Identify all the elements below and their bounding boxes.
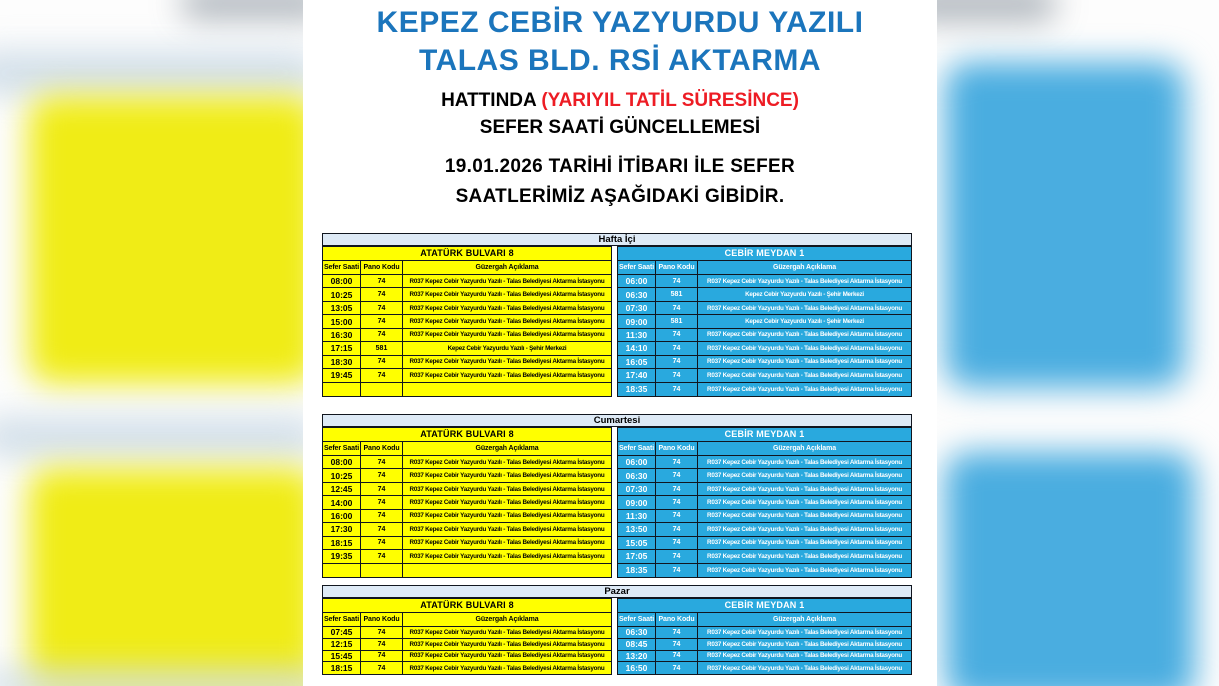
cell-time: 10:25 — [323, 288, 361, 300]
cell-pano: 74 — [361, 496, 403, 508]
cell-route: Kepez Cebir Yazyurdu Yazılı - Şehir Merkezi — [745, 318, 864, 326]
timetable-left — [322, 246, 612, 397]
page-title-line2: TALAS BLD. RSİ AKTARMA — [418, 44, 822, 77]
cell-pano: 74 — [361, 639, 403, 650]
cell-pano: 74 — [656, 523, 698, 535]
cell-time: 06:30 — [618, 469, 656, 481]
cell-route: R037 Kepez Cebir Yazyurdu Yazılı - Talas Belediyesi Aktarma İstasyonu — [707, 552, 902, 560]
column-header: Güzergah Açıklama — [475, 616, 539, 623]
cell-time: 16:30 — [323, 329, 361, 341]
cell-pano: 74 — [361, 275, 403, 287]
cell-time — [323, 383, 361, 396]
table-row — [323, 456, 611, 469]
cell-route: R037 Kepez Cebir Yazyurdu Yazılı - Talas Belediyesi Aktarma İstasyonu — [707, 358, 902, 366]
cell-route: R037 Kepez Cebir Yazyurdu Yazılı - Talas Belediyesi Aktarma İstasyonu — [707, 371, 902, 379]
cell-route: R037 Kepez Cebir Yazyurdu Yazılı - Talas Belediyesi Aktarma İstasyonu — [409, 652, 605, 660]
column-headers — [618, 261, 911, 275]
table-row — [323, 369, 611, 382]
table-row — [323, 550, 611, 563]
cell-route: R037 Kepez Cebir Yazyurdu Yazılı - Talas Belediyesi Aktarma İstasyonu — [707, 344, 902, 352]
column-header: Pano Kodu — [656, 442, 698, 455]
cell-pano: 74 — [656, 342, 698, 354]
table-row — [323, 651, 611, 663]
day-band: Hafta İçi — [322, 233, 912, 246]
cell-time: 09:00 — [618, 496, 656, 508]
cell-pano: 74 — [361, 651, 403, 662]
cell-time: 07:30 — [618, 302, 656, 314]
background-blob — [937, 0, 1057, 22]
column-headers — [323, 613, 611, 627]
cell-route: R037 Kepez Cebir Yazyurdu Yazılı - Talas Belediyesi Aktarma İstasyonu — [409, 512, 605, 520]
stop-title: ATATÜRK BULVARI 8 — [323, 599, 611, 613]
table-row — [618, 550, 911, 563]
cell-time: 19:35 — [323, 550, 361, 562]
background-blob — [28, 96, 303, 384]
table-row — [323, 639, 611, 651]
cell-time: 15:00 — [323, 315, 361, 327]
cell-route: R037 Kepez Cebir Yazyurdu Yazılı - Talas Belediyesi Aktarma İstasyonu — [409, 277, 605, 285]
tables-row — [322, 246, 912, 397]
cell-pano: 74 — [656, 564, 698, 577]
stop-title: ATATÜRK BULVARI 8 — [323, 247, 611, 261]
table-row — [618, 302, 911, 315]
background-blob — [945, 62, 1185, 388]
table-row — [618, 469, 911, 482]
table-row — [323, 627, 611, 639]
table-row — [323, 315, 611, 328]
cell-time: 06:30 — [618, 288, 656, 300]
background-blur-left — [0, 0, 303, 686]
cell-route — [403, 564, 611, 577]
cell-pano: 74 — [656, 302, 698, 314]
cell-pano — [361, 564, 403, 577]
column-headers — [323, 442, 611, 456]
cell-time: 12:15 — [323, 639, 361, 650]
cell-route: R037 Kepez Cebir Yazyurdu Yazılı - Talas Belediyesi Aktarma İstasyonu — [707, 304, 902, 312]
column-headers — [618, 613, 911, 627]
cell-pano: 74 — [656, 356, 698, 368]
table-row — [618, 662, 911, 674]
cell-route: R037 Kepez Cebir Yazyurdu Yazılı - Talas Belediyesi Aktarma İstasyonu — [409, 472, 605, 480]
timetable-right — [617, 598, 912, 675]
cell-pano: 74 — [361, 315, 403, 327]
background-blob — [0, 416, 303, 458]
cell-route: R037 Kepez Cebir Yazyurdu Yazılı - Talas Belediyesi Aktarma İstasyonu — [707, 499, 902, 507]
table-row — [323, 510, 611, 523]
table-row — [323, 483, 611, 496]
table-row — [618, 342, 911, 355]
cell-time: 18:30 — [323, 356, 361, 368]
cell-route: R037 Kepez Cebir Yazyurdu Yazılı - Talas Belediyesi Aktarma İstasyonu — [707, 512, 902, 520]
table-row — [323, 662, 611, 674]
table-row — [323, 496, 611, 509]
table-row — [618, 356, 911, 369]
cell-pano: 74 — [361, 537, 403, 549]
cell-route: R037 Kepez Cebir Yazyurdu Yazılı - Talas Belediyesi Aktarma İstasyonu — [409, 525, 605, 533]
cell-route: R037 Kepez Cebir Yazyurdu Yazılı - Talas Belediyesi Aktarma İstasyonu — [409, 304, 605, 312]
cell-time — [323, 564, 361, 577]
cell-time: 08:00 — [323, 275, 361, 287]
cell-pano: 74 — [656, 456, 698, 468]
cell-route: R037 Kepez Cebir Yazyurdu Yazılı - Talas Belediyesi Aktarma İstasyonu — [409, 499, 605, 507]
cell-route — [403, 383, 611, 396]
cell-time: 17:30 — [323, 523, 361, 535]
cell-pano: 581 — [361, 342, 403, 354]
background-blob — [0, 670, 303, 686]
cell-pano: 74 — [656, 369, 698, 381]
cell-route: R037 Kepez Cebir Yazyurdu Yazılı - Talas Belediyesi Aktarma İstasyonu — [707, 652, 902, 660]
cell-time: 12:45 — [323, 483, 361, 495]
schedule-section-3 — [322, 585, 912, 675]
day-band: Cumartesi — [322, 414, 912, 427]
column-header: Sefer Saati — [618, 261, 656, 274]
cell-time: 07:45 — [323, 627, 361, 638]
cell-route: R037 Kepez Cebir Yazyurdu Yazılı - Talas Belediyesi Aktarma İstasyonu — [409, 291, 605, 299]
background-blob — [180, 0, 303, 20]
cell-time: 13:20 — [618, 651, 656, 662]
cell-pano: 74 — [361, 550, 403, 562]
date-line1: 19.01.2026 TARİHİ İTİBARI İLE SEFER — [444, 156, 796, 177]
table-row — [323, 342, 611, 355]
cell-pano: 74 — [656, 627, 698, 638]
cell-time: 18:15 — [323, 662, 361, 674]
cell-pano: 74 — [656, 496, 698, 508]
cell-route: R037 Kepez Cebir Yazyurdu Yazılı - Talas Belediyesi Aktarma İstasyonu — [707, 331, 902, 339]
cell-time: 15:45 — [323, 651, 361, 662]
cell-route: R037 Kepez Cebir Yazyurdu Yazılı - Talas Belediyesi Aktarma İstasyonu — [409, 331, 605, 339]
tables-row — [322, 427, 912, 578]
column-header: Pano Kodu — [361, 442, 403, 455]
cell-route: R037 Kepez Cebir Yazyurdu Yazılı - Talas Belediyesi Aktarma İstasyonu — [409, 552, 605, 560]
subtitle-line2: SEFER SAATİ GÜNCELLEMESİ — [479, 117, 761, 138]
column-header: Sefer Saati — [323, 261, 361, 274]
stop-title: CEBİR MEYDAN 1 — [618, 599, 911, 613]
table-row — [618, 510, 911, 523]
cell-route: R037 Kepez Cebir Yazyurdu Yazılı - Talas Belediyesi Aktarma İstasyonu — [707, 664, 902, 672]
subtitle-line1 — [303, 90, 937, 112]
table-row — [618, 639, 911, 651]
cell-route: R037 Kepez Cebir Yazyurdu Yazılı - Talas Belediyesi Aktarma İstasyonu — [409, 358, 605, 366]
column-header: Güzergah Açıklama — [772, 616, 836, 623]
column-header: Sefer Saati — [323, 442, 361, 455]
cell-pano: 74 — [361, 288, 403, 300]
cell-route: R037 Kepez Cebir Yazyurdu Yazılı - Talas Belediyesi Aktarma İstasyonu — [409, 539, 605, 547]
cell-route: R037 Kepez Cebir Yazyurdu Yazılı - Talas Belediyesi Aktarma İstasyonu — [409, 664, 605, 672]
cell-route: R037 Kepez Cebir Yazyurdu Yazılı - Talas Belediyesi Aktarma İstasyonu — [409, 628, 605, 636]
column-header: Sefer Saati — [618, 442, 656, 455]
cell-pano: 74 — [656, 651, 698, 662]
cell-route: R037 Kepez Cebir Yazyurdu Yazılı - Talas Belediyesi Aktarma İstasyonu — [707, 277, 902, 285]
stop-title: CEBİR MEYDAN 1 — [618, 428, 911, 442]
stop-title: ATATÜRK BULVARI 8 — [323, 428, 611, 442]
column-header: Pano Kodu — [656, 613, 698, 626]
column-header: Güzergah Açıklama — [772, 445, 836, 452]
cell-time: 06:00 — [618, 275, 656, 287]
cell-time: 11:30 — [618, 329, 656, 341]
cell-time: 08:45 — [618, 639, 656, 650]
table-row — [618, 496, 911, 509]
cell-route: R037 Kepez Cebir Yazyurdu Yazılı - Talas Belediyesi Aktarma İstasyonu — [409, 318, 605, 326]
timetable-right — [617, 427, 912, 578]
table-row — [618, 483, 911, 496]
cell-pano: 74 — [361, 523, 403, 535]
cell-time: 19:45 — [323, 369, 361, 381]
cell-time: 10:25 — [323, 469, 361, 481]
table-row — [618, 627, 911, 639]
cell-route: R037 Kepez Cebir Yazyurdu Yazılı - Talas Belediyesi Aktarma İstasyonu — [707, 485, 902, 493]
timetable-left — [322, 427, 612, 578]
timetable-right — [617, 246, 912, 397]
cell-route: Kepez Cebir Yazyurdu Yazılı - Şehir Merkezi — [447, 344, 567, 352]
cell-time: 08:00 — [323, 456, 361, 468]
cell-route: R037 Kepez Cebir Yazyurdu Yazılı - Talas Belediyesi Aktarma İstasyonu — [707, 566, 902, 574]
cell-time: 14:10 — [618, 342, 656, 354]
stop-title: CEBİR MEYDAN 1 — [618, 247, 911, 261]
cell-pano: 581 — [656, 315, 698, 327]
cell-time: 15:05 — [618, 537, 656, 549]
table-row — [323, 302, 611, 315]
table-row — [323, 288, 611, 301]
table-row — [323, 383, 611, 396]
cell-pano: 74 — [361, 627, 403, 638]
table-row — [323, 356, 611, 369]
table-row — [323, 523, 611, 536]
table-row — [323, 537, 611, 550]
cell-time: 09:00 — [618, 315, 656, 327]
cell-route: R037 Kepez Cebir Yazyurdu Yazılı - Talas Belediyesi Aktarma İstasyonu — [409, 640, 605, 648]
cell-pano: 74 — [361, 662, 403, 674]
cell-route: R037 Kepez Cebir Yazyurdu Yazılı - Talas Belediyesi Aktarma İstasyonu — [707, 385, 902, 393]
cell-time: 16:05 — [618, 356, 656, 368]
cell-time: 17:40 — [618, 369, 656, 381]
column-header: Güzergah Açıklama — [772, 264, 836, 271]
cell-pano: 74 — [656, 329, 698, 341]
subtitle-highlight: (YARIYIL TATİL SÜRESİNCE) — [541, 90, 799, 111]
table-row — [323, 564, 611, 577]
cell-pano: 74 — [656, 662, 698, 674]
column-header: Pano Kodu — [656, 261, 698, 274]
cell-pano: 74 — [361, 469, 403, 481]
cell-pano: 74 — [656, 483, 698, 495]
cell-pano: 74 — [361, 456, 403, 468]
cell-time: 18:35 — [618, 383, 656, 396]
cell-time: 18:15 — [323, 537, 361, 549]
schedule-section-1 — [322, 233, 912, 397]
background-blob — [0, 50, 303, 96]
table-row — [618, 523, 911, 536]
poster-page — [303, 0, 937, 686]
cell-time: 13:50 — [618, 523, 656, 535]
background-blob — [28, 468, 303, 686]
cell-pano: 74 — [656, 639, 698, 650]
cell-pano: 74 — [361, 510, 403, 522]
cell-time: 06:00 — [618, 456, 656, 468]
column-header: Sefer Saati — [618, 613, 656, 626]
background-blur-right — [937, 0, 1219, 686]
cell-time: 13:05 — [323, 302, 361, 314]
table-row — [323, 469, 611, 482]
table-row — [618, 564, 911, 577]
cell-route: R037 Kepez Cebir Yazyurdu Yazılı - Talas Belediyesi Aktarma İstasyonu — [707, 628, 902, 636]
cell-time: 17:15 — [323, 342, 361, 354]
cell-pano: 74 — [361, 302, 403, 314]
subtitle-prefix: HATTINDA — [441, 90, 542, 111]
cell-pano: 74 — [656, 383, 698, 396]
cell-time: 11:30 — [618, 510, 656, 522]
column-header: Pano Kodu — [361, 261, 403, 274]
table-row — [618, 651, 911, 663]
column-headers — [618, 442, 911, 456]
cell-route: R037 Kepez Cebir Yazyurdu Yazılı - Talas Belediyesi Aktarma İstasyonu — [409, 458, 605, 466]
date-line2: SAATLERİMİZ AŞAĞIDAKİ GİBİDİR. — [455, 186, 785, 207]
schedule-section-2 — [322, 414, 912, 578]
cell-pano: 74 — [656, 275, 698, 287]
cell-route: R037 Kepez Cebir Yazyurdu Yazılı - Talas Belediyesi Aktarma İstasyonu — [707, 458, 902, 466]
table-row — [618, 315, 911, 328]
table-row — [323, 329, 611, 342]
column-header: Sefer Saati — [323, 613, 361, 626]
cell-time: 18:35 — [618, 564, 656, 577]
column-header: Güzergah Açıklama — [475, 445, 539, 452]
cell-route: R037 Kepez Cebir Yazyurdu Yazılı - Talas Belediyesi Aktarma İstasyonu — [409, 485, 605, 493]
cell-route: R037 Kepez Cebir Yazyurdu Yazılı - Talas Belediyesi Aktarma İstasyonu — [707, 640, 902, 648]
cell-pano: 74 — [361, 483, 403, 495]
table-row — [323, 275, 611, 288]
cell-pano: 74 — [656, 510, 698, 522]
column-headers — [323, 261, 611, 275]
cell-pano: 74 — [656, 550, 698, 562]
table-row — [618, 537, 911, 550]
background-blob — [945, 452, 1195, 686]
table-row — [618, 288, 911, 301]
cell-route: R037 Kepez Cebir Yazyurdu Yazılı - Talas Belediyesi Aktarma İstasyonu — [409, 371, 605, 379]
day-band: Pazar — [322, 585, 912, 598]
page-title-line1: KEPEZ CEBİR YAZYURDU YAZILI — [376, 6, 864, 39]
cell-route: R037 Kepez Cebir Yazyurdu Yazılı - Talas Belediyesi Aktarma İstasyonu — [707, 472, 902, 480]
cell-pano: 74 — [656, 469, 698, 481]
column-header: Güzergah Açıklama — [475, 264, 539, 271]
cell-time: 16:50 — [618, 662, 656, 674]
cell-time: 16:00 — [323, 510, 361, 522]
cell-pano: 74 — [656, 537, 698, 549]
cell-time: 17:05 — [618, 550, 656, 562]
timetable-left — [322, 598, 612, 675]
cell-pano: 74 — [361, 369, 403, 381]
table-row — [618, 383, 911, 396]
cell-pano: 74 — [361, 329, 403, 341]
table-row — [618, 369, 911, 382]
cell-route: R037 Kepez Cebir Yazyurdu Yazılı - Talas Belediyesi Aktarma İstasyonu — [707, 525, 902, 533]
cell-time: 14:00 — [323, 496, 361, 508]
table-row — [618, 329, 911, 342]
cell-pano: 74 — [361, 356, 403, 368]
table-row — [618, 456, 911, 469]
cell-route: Kepez Cebir Yazyurdu Yazılı - Şehir Merkezi — [745, 291, 864, 299]
table-row — [618, 275, 911, 288]
cell-pano — [361, 383, 403, 396]
tables-row — [322, 598, 912, 675]
column-header: Pano Kodu — [361, 613, 403, 626]
cell-time: 07:30 — [618, 483, 656, 495]
cell-time: 06:30 — [618, 627, 656, 638]
cell-route: R037 Kepez Cebir Yazyurdu Yazılı - Talas Belediyesi Aktarma İstasyonu — [707, 539, 902, 547]
cell-pano: 581 — [656, 288, 698, 300]
